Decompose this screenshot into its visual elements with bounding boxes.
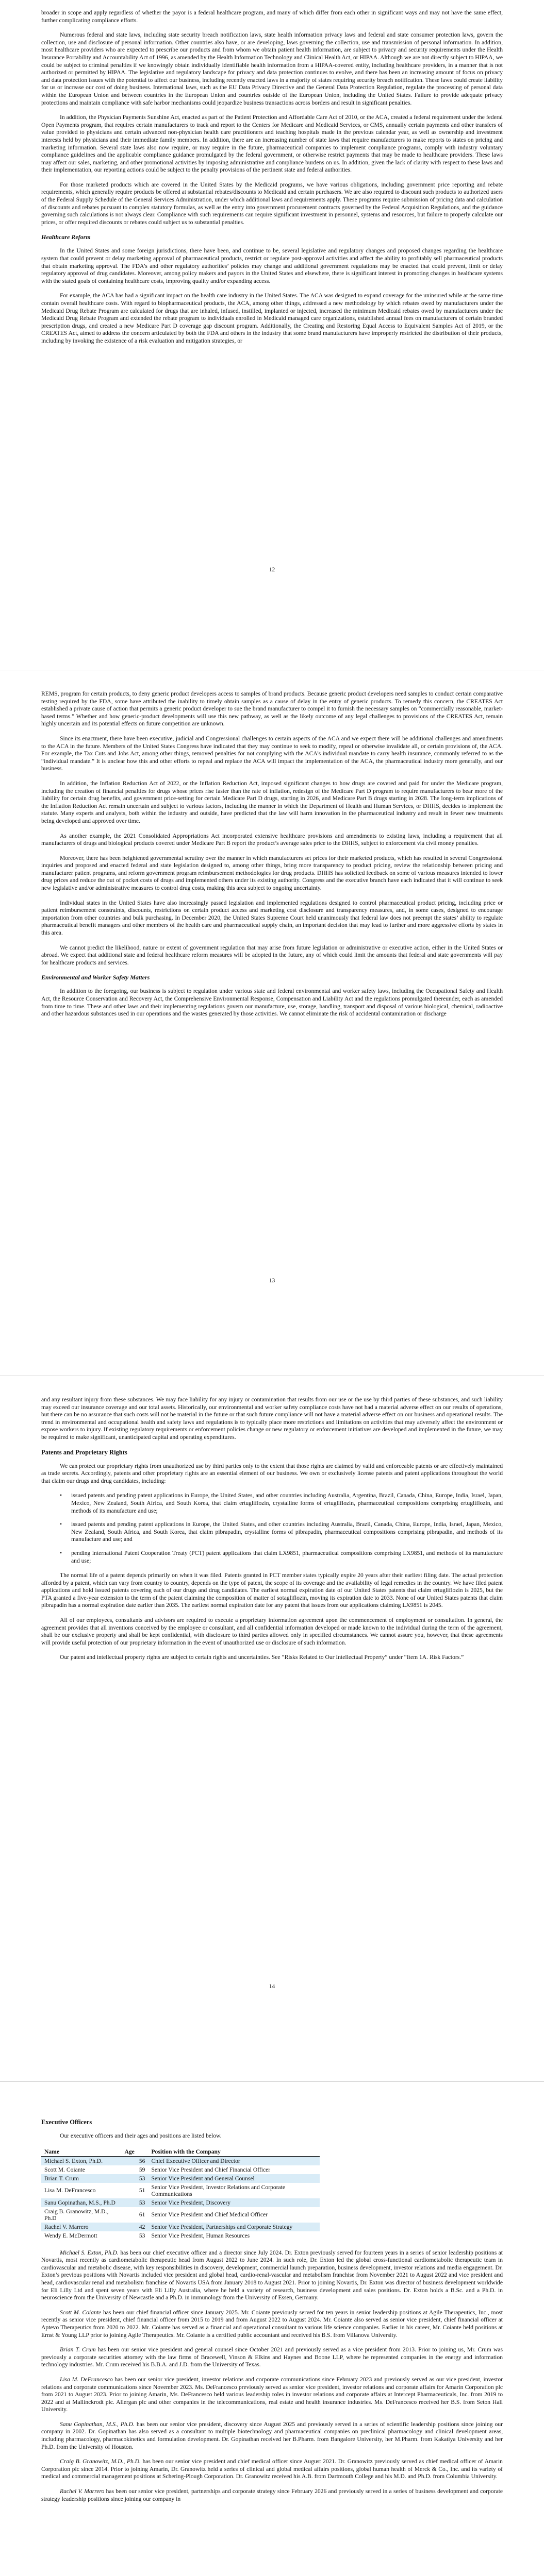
table-row [41, 2174, 320, 2183]
bio-text: has been our senior vice president, discovery since August 2025 and previously served in a series of scientific leadership positions since joining our company in 2002. Dr. Gopinathan has also served as a consultant to multiple biotechnology and pharmaceutical companies on preclinical pharmacology and clinical development areas, including pharmacology, pharmacokinetics and formulation development. Dr. Gopinathan received her B.Pharm. from Bangalore University, her M.Pharm. from Kakatiya University and her Ph.D. from the University of Houston. [41, 2420, 503, 2450]
page-14 [0, 1376, 544, 2081]
column-header-position: Position with the Company [148, 2147, 320, 2157]
paragraph: For those marketed products which are covered in the United States by the Medicaid programs, we have various obligations, including government price reporting and rebate requirements, which generally require products be offered at substantial rebates/discounts to Medicaid and certain purchasers. We are also required to discount such products to authorized users of the Federal Supply Schedule of the General Services Administration, under which additional laws and requirements apply. These programs require submission of pricing data and calculation of discounts and rebates pursuant to complex statutory formulas, as well as the entry into government procurement contracts governed by the Federal Acquisition Regulations, and the guidance governing such calculations is not always clear. Compliance with such requirements can require significant investment in personnel, systems and resources, but failure to properly calculate our prices, or offer required discounts or rebates could subject us to substantial penalties. [41, 181, 503, 226]
list-item: • issued patents and pending patent applications in Europe, the United States, and other countries including Australia, Argentina, Brazil, Canada, China, Europe, India, Israel, Japan, Mexico, New Zealand, South Africa, and South Korea, that claim ertugliflozin, crystalline forms of ertugliflozin, pharmaceutical compositions comprising ertugliflozin, and methods of its manufacture and use; [60, 1492, 503, 1514]
bio-text: has been our senior vice president, investor relations and corporate communications since February 2023 and previously served as our vice president, investor relations and corporate communications since November 2023. Ms. DeFrancesco previously served as senior vice president, investor relations and corporate affairs for Amarin Corporation plc from 2021 to August 2023. Prior to joining Amarin, Ms. DeFrancesco held various leadership roles in investor relations and corporate affairs at Intercept Pharmaceuticals, Inc. from 2019 to 2022 and at Mallinckrodt plc. Allergan plc and other companies in the telecommunications, real estate and health insurance industries. Ms. DeFrancesco received her B.S. from Seton Hall University. [41, 2376, 503, 2413]
officer-bio [41, 2346, 503, 2369]
bio-name: Lisa M. DeFrancesco [60, 2376, 113, 2383]
table-row [41, 2183, 320, 2198]
page-number: 14 [269, 1984, 275, 1990]
section-heading-healthcare-reform: Healthcare Reform [41, 233, 91, 241]
patent-list [41, 1492, 503, 1565]
officer-bio [41, 2249, 503, 2302]
officer-bio [41, 2309, 503, 2339]
paragraph: As another example, the 2021 Consolidated Appropriations Act incorporated extensive healthcare provisions and amendments to existing laws, including a requirement that all manufacturers of drugs and biological products covered under Medicare Part B report the product’s average sales price to the DHHS, subject to enforcement via civil money penalties. [41, 832, 503, 847]
bio-text: has been our senior vice president and chief medical officer since August 2021. Dr. Granowitz previously served as chief medical officer of Amarin Corporation plc since 2014. Prior to joining Amarin, Dr. Granowitz held a series of clinical and global medical affairs positions, global human health of Merck & Co., Inc. and its variety of medical and commercial management positions at Schering-Plough Corporation. Dr. Granowitz received his A.B. from Dartmouth College and his M.D. and Ph.D. from Columbia University. [41, 2458, 503, 2480]
officer-name: Craig B. Granowitz, M.D., Ph.D [44, 2208, 109, 2222]
officer-age: 59 [139, 2166, 145, 2173]
list-item: • issued patents and pending patent applications in Europe, the United States, and other countries including Australia, Brazil, Canada, China, Europe, India, Israel, Japan, Mexico, New Zealand, South Africa, and South Korea, that claim pibrapadin, crystalline forms of pibrapadin, pharmaceutical compositions comprising pibrapadin, and methods of its manufacture and use; and [60, 1521, 503, 1543]
paragraph: In addition, the Inflation Reduction Act of 2022, or the Inflation Reduction Act, imposed significant changes to how drugs are covered and paid for under the Medicare program, including the creation of financial penalties for drugs whose prices rise faster than the rate of inflation, redesign of the Medicare Part D program to require manufacturers to bear more of the liability for certain drug benefits, and government price-setting for certain Medicare Part D drugs, starting in 2026, and Medicare Part B drugs starting in 2028. The long-term implications of the Inflation Reduction Act remain uncertain and subject to various factors, including the manner in which the Department of Health and Human Services, or DHHS, decides to implement the statute. Many experts and analysts, both within the industry and outside, have predicted that the law will harm innovation in the pharmaceutical industry and result in fewer new treatments being developed and approved over time. [41, 779, 503, 824]
officer-age: 42 [121, 2223, 148, 2231]
section-heading-executive-officers: Executive Officers [41, 2119, 92, 2126]
bio-text: has been our chief financial officer since January 2025. Mr. Coiante previously served for ten years in senior leadership positions at Agile Therapeutics, Inc., most recently as senior vice president, chief financial officer from 2015 to 2019 and from August 2022 to August 2024. Mr. Coiante also served as senior vice president, chief financial officer at Aptevo Therapeutics from 2020 to 2022. Mr. Coiante has served as a financial and operational consultant to various life science companies. Earlier in his career, Mr. Coiante held positions at Ernst & Young LLP prior to joining Agile Therapeutics. Mr. Coiante is a certified public accountant and received his B.S. from Villanova University. [41, 2309, 503, 2338]
paragraph: Numerous federal and state laws, including state security breach notification laws, state health information privacy laws and federal and state consumer protection laws, govern the collection, use and disclosure of personal information. Other countries also have, or are developing, laws governing the collection, use and transmission of personal information. In addition, most healthcare providers who are expected to prescribe our products and from whom we obtain patient health information, are subject to privacy and security requirements under the Health Insurance Portability and Accountability Act of 1996, as amended by the Health Information Technology and Clinical Health Act, or HIPAA. Although we are not directly subject to HIPAA, we could be subject to criminal penalties if we knowingly obtain individually identifiable health information from a HIPAA-covered entity, including healthcare providers, in a manner that is not authorized or permitted by HIPAA. The legislative and regulatory landscape for privacy and data protection continues to evolve, and there has been an increasing amount of focus on privacy and data protection issues with the potential to affect our business, including recently enacted laws in a majority of states requiring security breach notification. These laws could create liability for us or increase our cost of doing business. International laws, such as the EU Data Privacy Directive and the General Data Protection Regulation, regulate the processing of personal data within the European Union and between countries in the European Union and countries outside of the European Union, including the United States. Failure to provide adequate privacy protections and maintain compliance with safe harbor mechanisms could jeopardize business transactions across borders and result in significant penalties. [41, 31, 503, 106]
officer-age: 53 [121, 2174, 148, 2183]
bio-name: Scott M. Coiante [60, 2309, 102, 2316]
bio-name: Sanu Gopinathan, M.S., Ph.D. [60, 2420, 135, 2428]
page-13 [0, 670, 544, 1376]
table-row [41, 2156, 320, 2165]
paragraph: All of our employees, consultants and advisors are required to execute a proprietary information agreement upon the commencement of employment or consultation. In general, the agreement provides that all inventions conceived by the employee or consultant, and all confidential information developed or made known to the individual during the term of the agreement, shall be our exclusive property and shall be kept confidential, with disclosure to third parties allowed only in specified circumstances. We cannot assure you, however, that these agreements will provide useful protection of our proprietary information in the event of unauthorized use or disclosure of such information. [41, 1617, 503, 1646]
page-12-body [41, 9, 503, 352]
paragraph: We can protect our proprietary rights from unauthorized use by third parties only to the extent that those rights are claimed by valid and enforceable patents or are effectively maintained as trade secrets. Accordingly, patents and other proprietary rights are an essential element of our business. We own or exclusively license patents and patent applications throughout the world that claim our drugs and drug candidates, including: [41, 1462, 503, 1484]
bio-text: has been our senior vice president and general counsel since October 2021 and previously served as a vice president from 2013. Prior to joining us, Mr. Crum was previously a corporate securities attorney with the law firms of Bracewell, Vinson & Elkins and Haynes and Boone LLP, where he represented companies in the energy and information technology industries. Mr. Crum received his B.B.A. and J.D. from the University of Texas. [41, 2346, 503, 2368]
officer-position: Senior Vice President, Partnerships and Corporate Strategy [148, 2223, 320, 2231]
paragraph: REMS, program for certain products, to deny generic product developers access to samples of brand products. Because generic product developers need samples to conduct certain comparative testing required by the FDA, some have attributed the inability to timely obtain samples as a cause of delay in the entry of generic products. To remedy this concern, the CREATES Act established a private cause of action that permits a generic product developer to sue the brand manufacturer to compel it to furnish the necessary samples on “commercially reasonable, market-based terms.” Whether and how generic-product developments will use this new pathway, as well as the likely outcome of any legal challenges to provisions of the CREATES Act, remain highly uncertain and its potential effects on future competition are unknown. [41, 690, 503, 727]
officer-position: Chief Executive Officer and Director [148, 2156, 320, 2165]
officer-name: Rachel V. Marrero [41, 2223, 121, 2231]
paragraph: and any resultant injury from these substances. We may face liability for any injury or contamination that results from our use or the use by third parties of these substances, and such liability may exceed our insurance coverage and our total assets. Historically, our environmental and worker safety compliance costs have not had a material adverse effect on our results of operations, but there can be no assurance that such costs will not be material in the future or that such future compliance will not have a material adverse effect on our business and operational results. The trend in environmental and occupational health and safety laws and regulations is to typically place more restrictions and limitations on activities that may adversely affect the environment or expose workers to injury. If existing regulatory requirements or enforcement policies change or new regulatory or enforcement initiatives are developed and implemented in the future, we may be required to make significant, unanticipated capital and operating expenditures. [41, 1396, 503, 1440]
bio-text: has been our chief executive officer and a director since July 2024. Dr. Exton previously served for fourteen years in a series of senior leadership positions at Novartis, most recently as cardiometabolic therapeutic head from August 2022 to June 2024. In such role, Dr. Exton led the global cross-functional cardiometabolic therapeutic team in cardiovascular and metabolic disease, with key responsibilities in discovery, development, commercial launch preparation, business development, investor relations and media engagement. Dr. Exton’s previous positions with Novartis included vice president and global head, cardio-renal-vascular and metabolism franchise from November 2021 to August 2022 and vice president and head, cardiovascular renal and metabolism franchise of Novartis USA from January 2018 to August 2021. Prior to joining Novartis, Dr. Exton was director of business development worldwide for Eli Lilly Ltd and spent seven years with Eli Lilly Australia, where he held a variety of research, business development and sales positions. Dr. Exton holds a B.Sc. and a Ph.D. in neuroscience from the University of Newcastle and a Ph.D. in immunology from the University of Essen, Germany. [41, 2249, 503, 2301]
paragraph: The normal life of a patent depends primarily on when it was filed. Patents granted in PCT member states typically expire 20 years after their earliest filing date. The actual protection afforded by a patent, which can vary from country to country, depends on the type of patent, the scope of its coverage and the availability of legal remedies in the country. We have filed patent applications and hold issued patents covering each of our drugs and drug candidates. The earliest normal expiration date of our United States patents that claim ertugliflozin is 2025, but the PTA granted a five-year extension to the term of the patent claiming the composition of matter of sotagliflozin, moving its expiration date to 2033. None of our United States patents that claim pibrapadin has a normal expiration date earlier than 2035. The earliest normal expiration date for any patent that issues from our applications claiming LX9851 is 2045. [41, 1572, 503, 1609]
page-15 [0, 2081, 544, 2576]
officer-name: Michael S. Exton, Ph.D. [41, 2156, 121, 2165]
officer-name: Lisa M. DeFrancesco [44, 2187, 96, 2194]
officer-age: 53 [121, 2198, 148, 2207]
paragraph: In the United States and some foreign jurisdictions, there have been, and continue to be, several legislative and regulatory changes and proposed changes regarding the healthcare system that could prevent or delay marketing approval of pharmaceutical products, restrict or regulate post-approval activities and affect the ability to profitably sell pharmaceutical products that obtain marketing approval. The FDA’s and other regulatory authorities’ policies may change and additional government regulations may be enacted that could prevent, limit or delay regulatory approval of drug candidates. Moreover, among policy makers and payors in the United States and elsewhere, there is significant interest in promoting changes in healthcare systems with the stated goals of containing healthcare costs, improving quality and/or expanding access. [41, 247, 503, 284]
section-heading-environmental: Environmental and Worker Safety Matters [41, 974, 150, 981]
officer-age: 53 [139, 2232, 145, 2239]
page-13-body [41, 690, 503, 1025]
paragraph: Our executive officers and their ages and positions are listed below. [60, 2132, 222, 2139]
officer-position: Senior Vice President, Investor Relations and Corporate Communications [151, 2183, 286, 2197]
table-row [41, 2223, 320, 2231]
paragraph: Moreover, there has been heightened governmental scrutiny over the manner in which manufacturers set prices for their marketed products, which has resulted in several Congressional inquiries and proposed and enacted federal and state legislation designed to, among other things, bring more transparency to product pricing, review the relationship between pricing and manufacturer patient programs, and reform government program reimbursement methodologies for drug products. DHHS has solicited feedback on some of various measures intended to lower drug prices and reduce the out of pocket costs of drugs and implemented others under its existing authority. Congress and the executive branch have each indicated that it will continue to seek new legislative and/or administrative measures to control drug costs, making this area subject to ongoing uncertainty. [41, 854, 503, 892]
officer-bio [41, 2488, 503, 2503]
officer-age: 61 [139, 2211, 145, 2218]
officer-bio [41, 2421, 503, 2451]
paragraph: We cannot predict the likelihood, nature or extent of government regulation that may arise from future legislation or administrative or executive action, either in the United States or abroad. We expect that additional state and federal healthcare reform measures will be adopted in the future, any of which could limit the amounts that federal and state governments will pay for healthcare products and services. [41, 944, 503, 966]
officer-position: Senior Vice President and Chief Medical Officer [151, 2211, 268, 2218]
bio-name: Craig B. Granowitz, M.D., Ph.D. [60, 2458, 141, 2465]
officer-bio [41, 2458, 503, 2481]
officer-position: Senior Vice President, Human Resources [151, 2232, 250, 2239]
paragraph: Since its enactment, there have been executive, judicial and Congressional challenges to certain aspects of the ACA and we expect there will be additional challenges and amendments to the ACA in the future. Members of the United States Congress have indicated that they may continue to seek to modify, repeal or otherwise invalidate all, or certain provisions of, the ACA. For example, the Tax Cuts and Jobs Act, among other things, removed penalties for not complying with the ACA’s individual mandate to carry health insurance, commonly referred to as the “individual mandate.” It is unclear how this and other efforts to repeal and replace the ACA will impact the implementation of the ACA, the pharmaceutical industry more generally, and our business. [41, 735, 503, 772]
table-header-row [41, 2147, 320, 2157]
officer-position: Senior Vice President, Discovery [148, 2198, 320, 2207]
table-row [41, 2165, 320, 2174]
page-12 [0, 0, 544, 670]
list-item: • pending international Patent Cooperation Treaty (PCT) patent applications that claim LX9851, pharmaceutical compositions comprising LX9851, and methods of its manufacture and use; [60, 1549, 503, 1564]
table-row [41, 2198, 320, 2207]
paragraph: In addition to the foregoing, our business is subject to regulation under various state and federal environmental and worker safety laws, including the Occupational Safety and Health Act, the Resource Conservation and Recovery Act, the Comprehensive Environmental Response, Compensation and Liability Act and the regulations promulgated thereunder, each as amended from time to time. These and other laws and their implementing regulations govern our manufacture, use, storage, handling, transport and disposal of various biological, chemical, radioactive and other hazardous substances used in our operations and the wastes generated by those activities. We cannot eliminate the risk of accidental contamination or discharge [41, 988, 503, 1018]
officer-name: Sanu Gopinathan, M.S., Ph.D [41, 2198, 121, 2207]
column-header-age: Age [121, 2147, 148, 2157]
bio-name: Brian T. Crum [60, 2346, 96, 2353]
page-14-body [41, 1396, 503, 1669]
bio-name: Michael S. Exton, Ph.D. [60, 2249, 119, 2256]
bio-name: Rachel V. Marrero [60, 2488, 105, 2495]
officer-age: 56 [121, 2156, 148, 2165]
executive-officers-table [41, 2147, 320, 2240]
table-row [41, 2231, 320, 2240]
officer-position: Senior Vice President and Chief Financial Officer [151, 2166, 271, 2173]
bio-text: has been our senior vice president, partnerships and corporate strategy since February 2026 and previously served in a series of business development and corporate strategy leadership positions since joining our company in [41, 2488, 503, 2502]
page-15-body [41, 2112, 503, 2510]
section-heading-patents: Patents and Proprietary Rights [41, 1448, 127, 1456]
page-number: 12 [269, 567, 275, 573]
paragraph: broader in scope and apply regardless of whether the payor is a federal healthcare program, and many of which differ from each other in significant ways and may not have the same effect, further complicating compliance efforts. [41, 9, 503, 24]
paragraph: Our patent and intellectual property rights are subject to certain rights and uncertainties. See “Risks Related to Our Intellectual Property” under “Item 1A. Risk Factors.” [60, 1654, 464, 1661]
officer-age: 51 [139, 2187, 145, 2194]
officer-name: Scott M. Coiante [44, 2166, 85, 2173]
officer-bio [41, 2376, 503, 2414]
officer-name: Wendy E. McDermott [44, 2232, 97, 2239]
table-row [41, 2207, 320, 2223]
paragraph: In addition, the Physician Payments Sunshine Act, enacted as part of the Patient Protection and Affordable Care Act of 2010, or the ACA, created a federal requirement under the federal Open Payments program, that requires certain manufacturers to track and report to the Centers for Medicare and Medicaid Services, or CMS, annually certain payments and other transfers of value provided to physicians and certain advanced non-physician health care practitioners and teaching hospitals made in the previous calendar year, as well as ownership and investment interests held by physicians and their immediate family members. In addition, there are an increasing number of state laws that require manufacturers to make reports to states on pricing and marketing information. Several state laws also now require, or may require in the future, pharmaceutical companies to implement compliance programs, comply with industry voluntary compliance guidelines and the applicable compliance guidance promulgated by the federal government, or otherwise restrict payments that may be made to healthcare providers. These laws may affect our sales, marketing, and other promotional activities by imposing administrative and compliance burdens on us. In addition, given the lack of clarity with respect to these laws and their implementation, our reporting actions could be subject to the penalty provisions of the pertinent state and federal authorities. [41, 114, 503, 174]
paragraph: For example, the ACA has had a significant impact on the health care industry in the United States. The ACA was designed to expand coverage for the uninsured while at the same time contain overall healthcare costs. With regard to biopharmaceutical products, the ACA, among other things, addressed a new methodology by which rebates owed by manufacturers under the Medicaid Drug Rebate Program are calculated for drugs that are inhaled, infused, instilled, implanted or injected, increased the minimum Medicaid rebates owed by manufacturers under the Medicaid Drug Rebate Program and extended the rebate program to individuals enrolled in Medicaid managed care organizations, established annual fees on manufacturers of certain branded prescription drugs, and created a new Medicare Part D coverage gap discount program. Additionally, the Creating and Restoring Equal Access to Equivalent Samples Act of 2019, or the CREATES Act, aimed to address the concern articulated by both the FDA and others in the industry that some brand manufacturers have improperly restricted the distribution of their products, including by invoking the existence of a risk evaluation and mitigation strategies, or [41, 292, 503, 344]
officer-position: Senior Vice President and General Counsel [148, 2174, 320, 2183]
column-header-name: Name [41, 2147, 121, 2157]
page-number: 13 [269, 1278, 275, 1284]
paragraph: Individual states in the United States have also increasingly passed legislation and implemented regulations designed to control pharmaceutical product pricing, including price or patient reimbursement constraints, discounts, restrictions on certain product access and marketing cost disclosure and transparency measures, and, in some cases, designed to encourage importation from other countries and bulk purchasing. In December 2020, the United States Supreme Court held unanimously that federal law does not preempt the states’ ability to regulate pharmaceutical benefit managers and other members of the health care and pharmaceutical supply chain, an important decision that may lead to further and more aggressive efforts by states in this area. [41, 899, 503, 937]
officer-name: Brian T. Crum [41, 2174, 121, 2183]
